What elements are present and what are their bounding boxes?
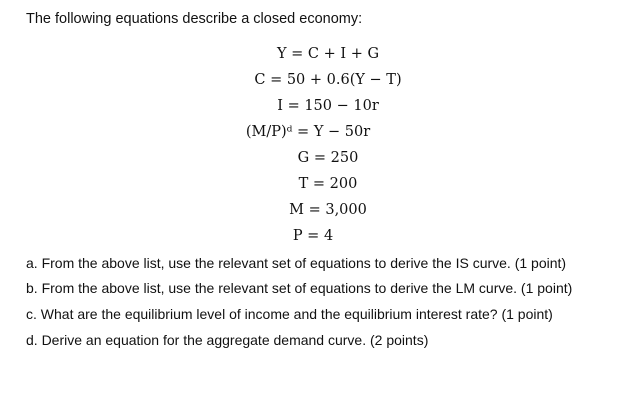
question-c: c. What are the equilibrium level of income and the equilibrium interest rate? (1 point): [26, 306, 553, 322]
equation-money-demand: (M/P)ᵈ = Y − 50r: [245, 124, 371, 140]
equation-income-identity: Y = C + I + G: [276, 46, 380, 62]
question-a: a. From the above list, use the relevant set of equations to derive the IS curve. (1 point): [26, 255, 567, 271]
equation-consumption: C = 50 + 0.6(Y − T): [254, 72, 402, 88]
equation-investment: I = 150 − 10r: [277, 98, 379, 114]
equation-taxes: T = 200: [298, 176, 358, 192]
equation-price-level: P = 4: [292, 228, 334, 244]
equation-money-supply: M = 3,000: [289, 202, 367, 218]
question-b: b. From the above list, use the relevant set of equations to derive the LM curve. (1 point): [26, 280, 573, 296]
equation-government: G = 250: [297, 150, 359, 166]
intro-text: The following equations describe a closed economy:: [26, 11, 363, 27]
question-d: d. Derive an equation for the aggregate demand curve. (2 points): [26, 332, 429, 348]
